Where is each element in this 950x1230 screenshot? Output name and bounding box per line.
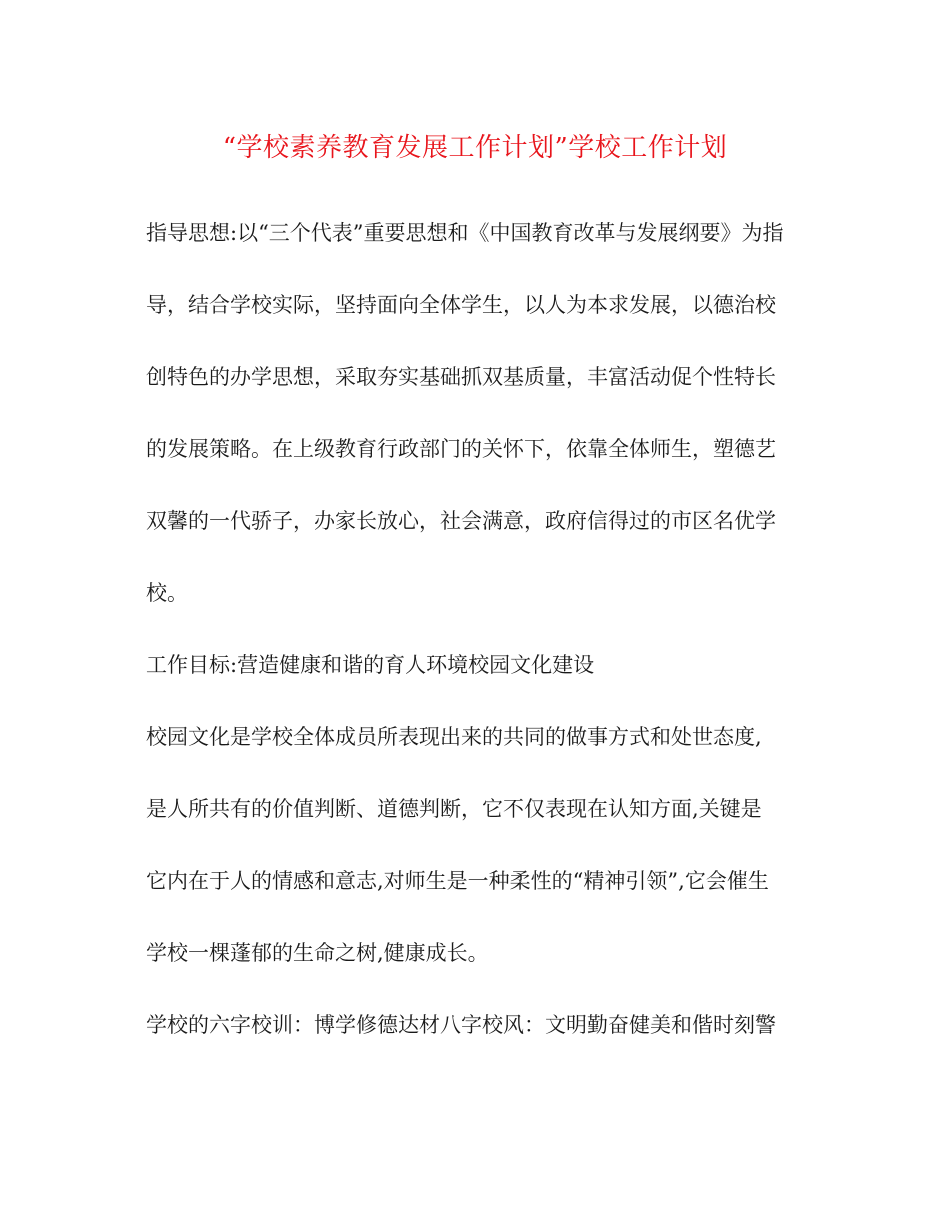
paragraph-line: 创特色的办学思想，采取夯实基础抓双基质量，丰富活动促个性特长 xyxy=(146,365,776,389)
paragraph-line: 校园文化是学校全体成员所表现出来的共同的做事方式和处世态度, xyxy=(146,725,762,749)
paragraph-line: 是人所共有的价值判断、道德判断，它不仅表现在认知方面,关键是 xyxy=(146,797,762,821)
paragraph-line: 学校的六字校训：博学修德达材八字校风：文明勤奋健美和偕时刻警 xyxy=(146,1013,776,1037)
paragraph-line: 学校一棵蓬郁的生命之树,健康成长。 xyxy=(146,941,489,965)
paragraph-line: 导，结合学校实际，坚持面向全体学生，以人为本求发展，以德治校 xyxy=(146,293,776,317)
paragraph-line: 校。 xyxy=(146,581,188,605)
paragraph-line: 指导思想:以“三个代表”重要思想和《中国教育改革与发展纲要》为指 xyxy=(146,221,784,245)
paragraph-line: 它内在于人的情感和意志,对师生是一种柔性的“精神引领”,它会催生 xyxy=(146,869,769,893)
paragraph-line: 的发展策略。在上级教育行政部门的关怀下，依靠全体师生，塑德艺 xyxy=(146,437,776,461)
document-title: “学校素养教育发展工作计划”学校工作计划 xyxy=(222,133,728,163)
paragraph-line: 双馨的一代骄子，办家长放心，社会满意，政府信得过的市区名优学 xyxy=(146,509,776,533)
paragraph-line: 工作目标:营造健康和谐的育人环境校园文化建设 xyxy=(146,653,595,677)
